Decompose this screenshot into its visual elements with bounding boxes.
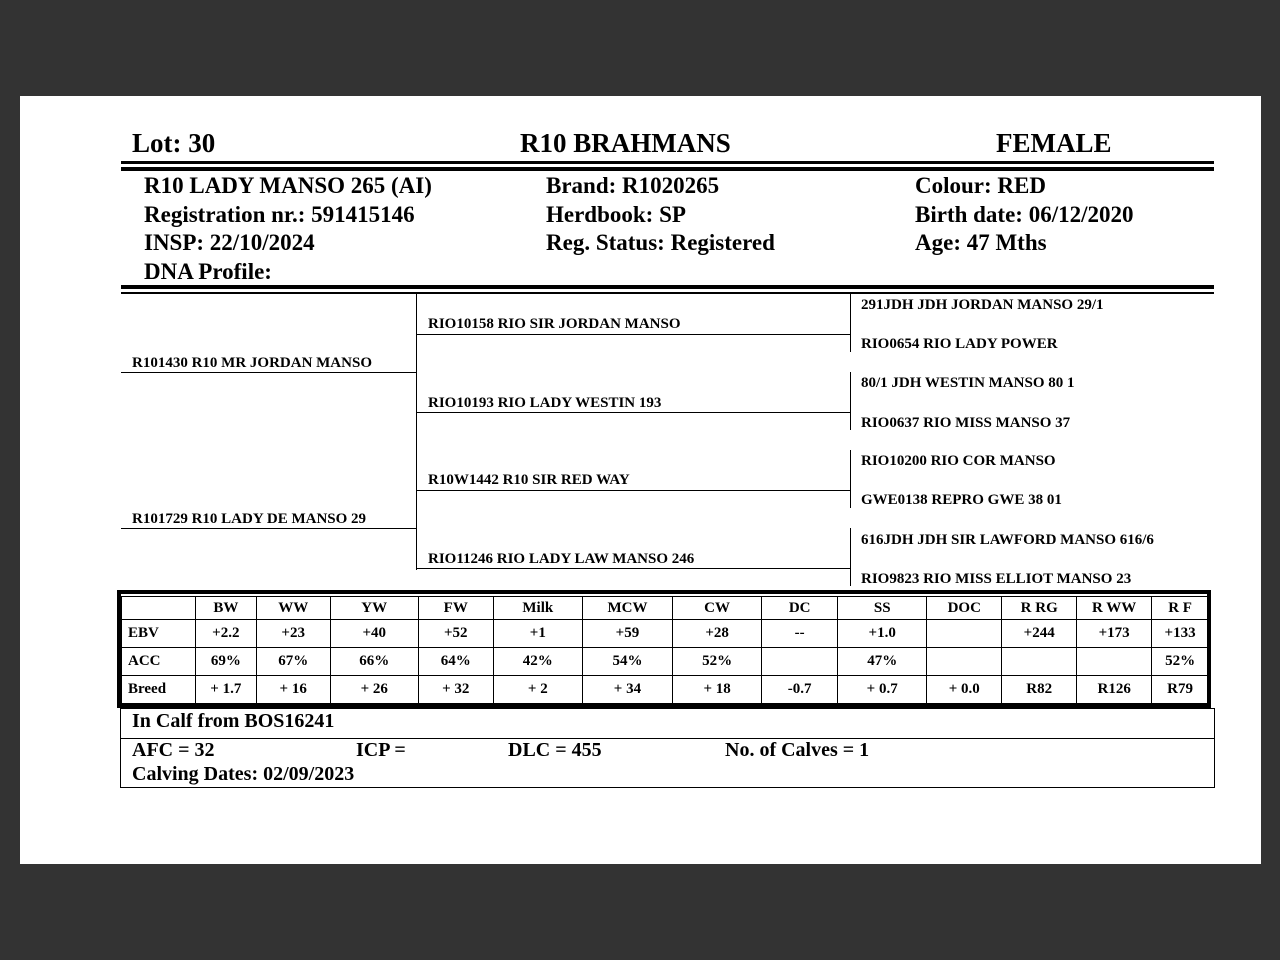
ebv-cell: +40 [330,620,418,648]
ebv-cell: +1 [493,620,582,648]
ped-line-sire [121,372,416,373]
ebv-col-header: SS [838,597,927,620]
animal-sex: FEMALE [996,128,1112,158]
reg-status: Reg. Status: Registered [546,230,775,255]
breed-cell: + 26 [330,676,418,704]
pedigree-gg-4: RIO0637 RIO MISS MANSO 37 [861,415,1071,431]
breed-cell: + 0.0 [927,676,1002,704]
ebv-col-header: YW [330,597,418,620]
pedigree-sire: R101430 R10 MR JORDAN MANSO [132,355,372,371]
ebv-col-header [122,597,196,620]
info-rule-top [121,285,1214,289]
breed-cell: + 0.7 [838,676,927,704]
animal-col-2 [546,172,775,258]
acc-cell [762,648,838,676]
ebv-cell: +28 [673,620,762,648]
ebv-cell: +59 [582,620,672,648]
ebv-cell [927,620,1002,648]
ebv-col-header: DOC [927,597,1002,620]
icp: ICP = [356,739,406,761]
breed-cell: -0.7 [762,676,838,704]
ped-line-dd [416,568,850,569]
afc: AFC = 32 [132,739,215,761]
lot-sheet [20,96,1261,864]
pedigree-dam-sire: R10W1442 R10 SIR RED WAY [428,472,630,488]
birth-date: Birth date: 06/12/2020 [915,201,1134,227]
pedigree-gg-3: 80/1 JDH WESTIN MANSO 80 1 [861,375,1075,391]
ped-line-ds [416,490,850,491]
acc-cell: 47% [838,648,927,676]
acc-row [122,648,1209,676]
dlc: DLC = 455 [508,739,602,761]
breed-cell: + 18 [673,676,762,704]
pedigree-gg-2: RIO0654 RIO LADY POWER [861,336,1058,352]
colour: Colour: RED [915,173,1046,198]
pedigree-gg-7: 616JDH JDH SIR LAWFORD MANSO 616/6 [861,532,1154,548]
ebv-cell: +133 [1152,620,1209,648]
breed-cell: + 32 [418,676,493,704]
acc-cell: 66% [330,648,418,676]
ebv-col-header: DC [762,597,838,620]
ped-vline-gg4 [850,528,851,586]
ped-vline-gg1 [850,294,851,352]
ped-line-dam [121,528,416,529]
info-rule-bottom [121,292,1214,294]
ebv-header-row [122,597,1209,620]
herdbook: Herdbook: SP [546,201,686,227]
ped-vline-gg2 [850,372,851,430]
in-calf-text: In Calf from BOS16241 [132,710,335,732]
acc-cell: 42% [493,648,582,676]
dna-profile: DNA Profile: [144,258,272,284]
ebv-col-header: R RG [1002,597,1077,620]
ebv-col-header: FW [418,597,493,620]
ebv-cell: -- [762,620,838,648]
number-of-calves: No. of Calves = 1 [725,739,870,761]
pedigree-gg-6: GWE0138 REPRO GWE 38 01 [861,492,1062,508]
pedigree-gg-5: RIO10200 RIO COR MANSO [861,453,1056,469]
ped-vline-gg3 [850,450,851,508]
age: Age: 47 Mths [915,230,1047,255]
brand: Brand: R1020265 [546,173,720,198]
header-rule-top [121,161,1214,164]
ebv-row-label: EBV [122,620,196,648]
acc-cell: 52% [1152,648,1209,676]
breed-cell: R82 [1002,676,1077,704]
ebv-cell: +173 [1077,620,1152,648]
ebv-col-header: R WW [1077,597,1152,620]
ped-vline-sire [416,294,417,490]
lot-number: Lot: 30 [132,128,216,158]
pedigree-gg-1: 291JDH JDH JORDAN MANSO 29/1 [861,297,1104,313]
breed-row-label: Breed [122,676,196,704]
ebv-cell: +52 [418,620,493,648]
ebv-col-header: BW [195,597,256,620]
breed-cell: R126 [1077,676,1152,704]
ped-line-sd [416,412,850,413]
breed-cell: + 2 [493,676,582,704]
breed-cell: + 1.7 [195,676,256,704]
acc-cell: 67% [256,648,330,676]
ebv-table [121,596,1209,704]
animal-name: R10 LADY MANSO 265 (AI) [144,173,432,198]
ebv-cell: +244 [1002,620,1077,648]
ebv-col-header: CW [673,597,762,620]
animal-col-3 [915,172,1134,258]
ebv-col-header: R F [1152,597,1209,620]
ebv-cell: +1.0 [838,620,927,648]
breed-cell: + 16 [256,676,330,704]
registration-number: Registration nr.: 591415146 [144,201,415,227]
acc-cell: 64% [418,648,493,676]
breed-row [122,676,1209,704]
inspection-date: INSP: 22/10/2024 [144,230,315,255]
pedigree-dam-dam: RIO11246 RIO LADY LAW MANSO 246 [428,551,695,567]
acc-cell: 52% [673,648,762,676]
ebv-col-header: WW [256,597,330,620]
pedigree-sire-sire: RIO10158 RIO SIR JORDAN MANSO [428,316,681,332]
ped-line-ss [416,334,850,335]
header-rule-bottom [121,167,1214,171]
acc-cell: 54% [582,648,672,676]
breed-cell: R79 [1152,676,1209,704]
acc-cell [1002,648,1077,676]
ebv-cell: +2.2 [195,620,256,648]
acc-row-label: ACC [122,648,196,676]
ebv-cell: +23 [256,620,330,648]
calving-dates: Calving Dates: 02/09/2023 [132,763,355,785]
acc-cell [1077,648,1152,676]
herd-name: R10 BRAHMANS [520,128,731,158]
ebv-col-header: MCW [582,597,672,620]
animal-col-1 [144,172,432,286]
pedigree-dam: R101729 R10 LADY DE MANSO 29 [132,511,367,527]
pedigree-gg-8: RIO9823 RIO MISS ELLIOT MANSO 23 [861,571,1132,587]
acc-cell [927,648,1002,676]
breed-cell: + 34 [582,676,672,704]
ebv-row [122,620,1209,648]
acc-cell: 69% [195,648,256,676]
ebv-col-header: Milk [493,597,582,620]
ped-vline-dam [416,490,417,570]
pedigree-sire-dam: RIO10193 RIO LADY WESTIN 193 [428,395,662,411]
